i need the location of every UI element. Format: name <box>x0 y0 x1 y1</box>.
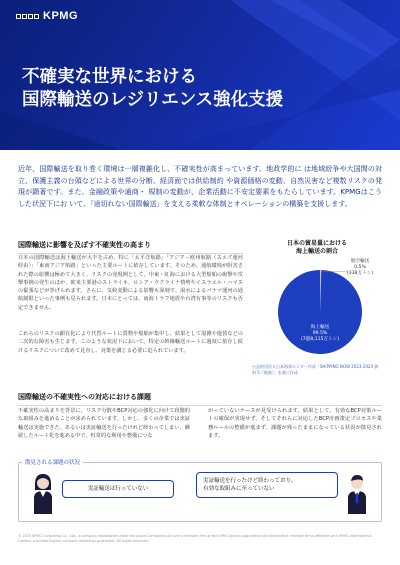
page-title-line1: 不確実な世界における <box>22 67 197 87</box>
kpmg-logo-text: KPMG <box>43 10 78 22</box>
situation-bubble-1-text: 実証輸送は行っていない <box>87 486 149 492</box>
situation-bubble-2-line2: 有効な取組みに至っていない <box>203 486 275 492</box>
copyright-footer: © 2025 KPMG Consulting Co., Ltd., a company established under the Japan Companies Act and a member firm of the KPMG global organization of independent member firms affiliated with KPMG International Limited, a private English company limited by guarantee. All rights reserved. <box>18 534 372 543</box>
trade-share-pie-chart <box>252 240 382 360</box>
situation-bubble-2-line1: 実証輸送を行ったけど終わっており、 <box>203 478 297 484</box>
chart-source-note: 公益財団法人日本海事センター作成「SHIPPING NOW 2023-2024 資料 5（数値）」を基に作成 <box>252 364 379 375</box>
chart-title <box>252 240 382 256</box>
chart-title-line: 海上輸送の割合 <box>295 248 338 255</box>
section2-left-paragraph: 不確実性の高まりを背景に、リスク分散やBCP対応の強化に向けて段階的な取組みを進めることが求められています。しかし、多くの企業では実証輸送は実施できた、あるいは実証輸送を行ったけれど終わってしまい、継続したルート化を進める中で、恒常的な利用や整備につな <box>18 408 190 439</box>
hero-banner <box>0 0 400 150</box>
page-title-line2: 国際輸送のレジリエンス強化支援 <box>22 90 284 110</box>
situation-bubble-1 <box>62 480 174 498</box>
kpmg-logo <box>16 10 78 22</box>
chart-title-line: 日本の貿易量における <box>286 240 347 247</box>
kpmg-logo-mark-icon <box>16 14 39 19</box>
section2-heading: 国際輸送の不確実性への対応における課題 <box>18 392 382 406</box>
pie-chart-svg <box>252 240 382 360</box>
person-man-icon <box>344 472 370 514</box>
situation-bubble-2 <box>196 472 338 498</box>
pie-amount-sea: (7億8,115万トン) <box>300 337 340 342</box>
person-woman-icon <box>30 472 56 514</box>
pie-label-sea: 海上輸送 <box>310 325 330 330</box>
section2-right-paragraph: がっていないケースが見受けられます。結果として、有効なBCP対策ルートの確保が実現せず、そしてそれらに対応したBCP計画策定プロセスや業務ルールの整備が進まず、課題が残ったままになっている状況が散見されます。 <box>208 408 382 439</box>
section1-heading: 国際輸送に影響を及ぼす不確実性の高まり <box>18 240 243 254</box>
section1-paragraph2: これらのリスクの顕在化により代替ルートに貨物や船舶が集中し、結果として混雑や運賃などの二次的な障害も生じます。このような状況下において、特定の幹線輸送ルートに過度に依存し続けるリスクについて改めて見直し、対策を講じる必要に迫られています。 <box>18 331 243 354</box>
pie-label-air: 航空輸送 <box>350 259 370 264</box>
section1-paragraph1: 日本の国際輸送は海上輸送が大半を占め、特に「太平洋航路」「アジア－欧州航路（スエズ運河経由）」「東南アジア航路」といった主要ルートに依存しています。そのため、通航環境が阻害された際の影響は極めて大きく、リスクの発現例として、中東・紅海における大型船舶の砲撃や攻撃事例の発生のほか、欧米主要港のストライキ、ロシア・ウクライナ情勢やイスラエル・ハマスの緊張などが挙げられます。さらに、気候変動による影響も深刻で、渇水によるパナマ運河の通航制限といった事例も見られます。日本にとっては、南海トラフ地震や台湾有事等のリスクも否定できません。 <box>18 255 243 311</box>
pie-percent-air: 0.5% <box>354 265 366 270</box>
page-title <box>22 66 283 112</box>
pie-amount-air: (338万トン) <box>346 271 374 276</box>
situations-box-title: 散見される課題の状況 <box>22 458 83 466</box>
intro-paragraph: 近年、国際輸送を取り巻く環境は一層複雑化し、不確実性が高まっています。地政学的に は地域紛争や大国間の対立、保護主義の台頭などによる世界の分断、経済面では供給制約 や資源価格の変動、自然災害など複数リスクの発現が顕著です。また、金融政策や通商・ 規制の変動が、企業活動に不安定要素をもたらしています。KPMGはこうした状況下にお いて、「途切れない国際輸送」を支える柔軟な体制とオペレーションの構築を支援します。 <box>18 165 382 208</box>
pie-percent-sea: 99.5% <box>312 331 328 336</box>
